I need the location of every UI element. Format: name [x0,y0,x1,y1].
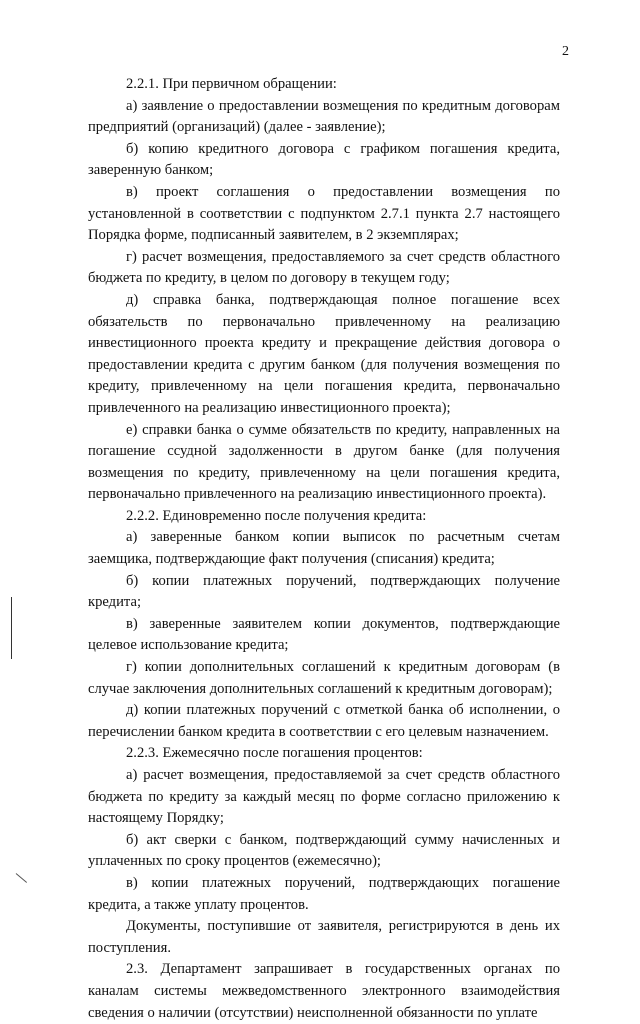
paragraph-item-e: е) справки банка о сумме обязательств по кредиту, направленных на погашение ссудной задолженности в другом банке (для получения возмещения по кредиту, привлеченному на цели погашения кредита, первоначально привлеченного на реализацию инвестиционного проекта). [88,421,560,503]
paragraph-2-2-1-heading: 2.2.1. При первичном обращении: [126,76,337,92]
paragraph-item-g: г) копии дополнительных соглашений к кредитным договорам (в случае заключения дополнительных соглашений к кредитным договорам); [88,659,560,697]
paragraph-item-a: а) заявление о предоставлении возмещения по кредитным договорам предприятий (организаций) (далее - заявление); [88,97,560,136]
paragraph-item-g: г) расчет возмещения, предоставляемого за счет средств областного бюджета по кредиту, в целом по договору в текущем году; [88,248,560,287]
paragraph-item-b: б) акт сверки с банком, подтверждающий сумму начисленных и уплаченных по сроку процентов (ежемесячно); [88,831,560,870]
paragraph-item-d: д) копии платежных поручений с отметкой банка об исполнении, о перечислении банком кредита в соответствии с его целевым назначением. [88,702,560,740]
page-number: 2 [562,44,569,59]
paragraph-2-2-2-heading: 2.2.2. Единовременно после получения кредита: [126,507,427,524]
paragraph-item-a: а) расчет возмещения, предоставляемой за счет средств областного бюджета по кредиту за каждый месяц по форме согласно приложению к настоящему Порядку; [88,767,560,827]
paragraph-item-d: д) справка банка, подтверждающая полное погашение всех обязательств по первоначально привлеченному на реализацию инвестиционного проекта кредиту и прекращение действия договора о предоставлении кредита с другим банком (для получения возмещения по кредиту, привлеченному на цели погашения кредита, первоначально привлеченного на реализацию инвестиционного проекта); [88,291,560,416]
paragraph-item-v: в) проект соглашения о предоставлении возмещения по установленной в соответствии с подпунктом 2.7.1 пункта 2.7 настоящего Порядка форме, подписанный заявителем, в 2 экземплярах; [88,183,560,244]
paragraph-2-3: 2.3. Департамент запрашивает в государственных органах по каналам системы межведомственного электронного взаимодействия сведения о наличии (отсутствии) неисполненной обязанности по уплате [88,961,560,1021]
document-body [88,74,560,1024]
paragraph-documents-registration: Документы, поступившие от заявителя, регистрируются в день их поступления. [88,918,560,956]
paragraph-item-b: б) копии платежных поручений, подтверждающих получение кредита; [88,572,560,611]
paragraph-2-2-3-heading: 2.2.3. Ежемесячно после погашения процентов: [126,745,423,762]
paragraph-item-v: в) заверенные заявителем копии документов, подтверждающие целевое использование кредита; [88,615,560,654]
paragraph-item-a: а) заверенные банком копии выписок по расчетным счетам заемщика, подтверждающие факт получения (списания) кредита; [88,529,560,568]
corner-mark [16,873,27,883]
margin-mark [11,597,12,659]
paragraph-item-v: в) копии платежных поручений, подтверждающих погашение кредита, а также уплату процентов. [88,874,560,913]
paragraph-item-b: б) копию кредитного договора с графиком погашения кредита, заверенную банком; [88,140,560,179]
